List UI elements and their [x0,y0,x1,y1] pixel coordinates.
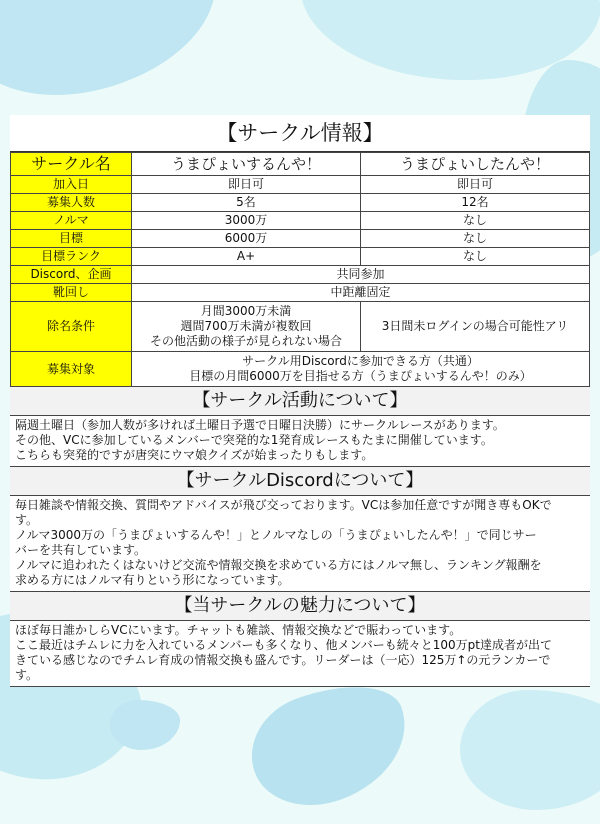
table-row [11,194,590,212]
recruit-target [132,352,590,387]
row-value-shared: 共同参加 [132,266,590,284]
text-line: 毎日雑談や情報交換、質問やアドバイスが飛び交っております。VCは参加任意ですが聞き専もOKで [15,498,552,512]
table-row [11,284,590,302]
row-value-1: 3000万 [132,212,361,230]
text-line: ノルマ3000万の「うまぴょいするんや！」とノルマなしの「うまぴょいしたんや！」で同じサー [15,528,537,542]
background-blob [110,700,180,750]
row-value-1: 5名 [132,194,361,212]
row-value-2: なし [361,248,590,266]
table-row [11,176,590,194]
table-row [11,266,590,284]
row-label: 目標ランク [11,248,132,266]
removal-conditions-2: 3日間未ログインの場合可能性アリ [361,302,590,352]
text-line: ここ最近はチムレに力を入れているメンバーも多くなり、他メンバーも続々と100万pt達成者が出て [15,638,552,652]
row-label: 募集対象 [11,352,132,387]
text-line: こちらも突発的ですが唐突にウマ娘クイズが始まったりもします。 [15,448,374,462]
section-body-appeal [10,621,590,687]
section-body-discord [10,496,590,592]
text-line: ほぼ毎日誰かしらVCにいます。チャットも雑談、情報交換などで賑わっています。 [15,623,462,637]
header-label: サークル名 [11,153,132,176]
section-title-discord: 【サークルDiscordについて】 [10,467,590,496]
removal-line: その他活動の様子が見られない場合 [149,334,342,348]
table-row [11,302,590,352]
row-label: 目標 [11,230,132,248]
text-line: 求める方にはノルマ有りという形になっています。 [15,573,290,587]
text-line: す。 [15,513,39,527]
row-value-2: なし [361,212,590,230]
removal-line: 月間3000万未満 [200,304,292,318]
text-line: ノルマに追われたくはないけど交流や情報交換を求めている方にはノルマ無し、ランキング報酬を [15,558,542,572]
row-label: Discord、企画 [11,266,132,284]
background-blob [460,690,600,810]
row-value-2: 即日可 [361,176,590,194]
row-label: 募集人数 [11,194,132,212]
target-line: サークル用Discordに参加できる方（共通） [242,354,479,368]
text-line: 隔週土曜日（参加人数が多ければ土曜日予選で日曜日決勝）にサークルレースがあります。 [15,418,505,432]
row-value-shared: 中距離固定 [132,284,590,302]
table-row [11,230,590,248]
removal-conditions-1 [132,302,361,352]
page-title: 【サークル情報】 [10,115,590,152]
row-label: 加入日 [11,176,132,194]
row-label: ノルマ [11,212,132,230]
row-label: 靴回し [11,284,132,302]
circle-name-1: うまぴょいするんや！ [132,153,361,176]
removal-line: 週間700万未満が複数回 [180,319,312,333]
row-value-2: なし [361,230,590,248]
text-line: バーを共有しています。 [15,543,147,557]
table-row [11,212,590,230]
circle-name-2: うまぴょいしたんや！ [361,153,590,176]
row-label: 除名条件 [11,302,132,352]
text-line: その他、VCに参加しているメンバーで突発的な1発育成レースもたまに開催しています。 [15,433,493,447]
table-row [11,248,590,266]
section-title-activities: 【サークル活動について】 [10,387,590,416]
background-blob [236,666,424,824]
circle-info-sheet [10,115,590,683]
section-body-activities [10,416,590,467]
target-line: 目標の月間6000万を目指せる方（うまぴょいするんや！のみ） [189,369,532,383]
text-line: きている感じなのでチムレ育成の情報交換も盛んです。リーダーは（一応）125万↑の元ランカーで [15,653,551,667]
table-header-row [11,153,590,176]
row-value-1: A+ [132,248,361,266]
section-title-appeal: 【当サークルの魅力について】 [10,592,590,621]
text-line: す。 [15,668,39,682]
row-value-2: 12名 [361,194,590,212]
circle-info-table [10,152,590,387]
row-value-1: 即日可 [132,176,361,194]
row-value-1: 6000万 [132,230,361,248]
background-blob [0,0,233,115]
table-row [11,352,590,387]
